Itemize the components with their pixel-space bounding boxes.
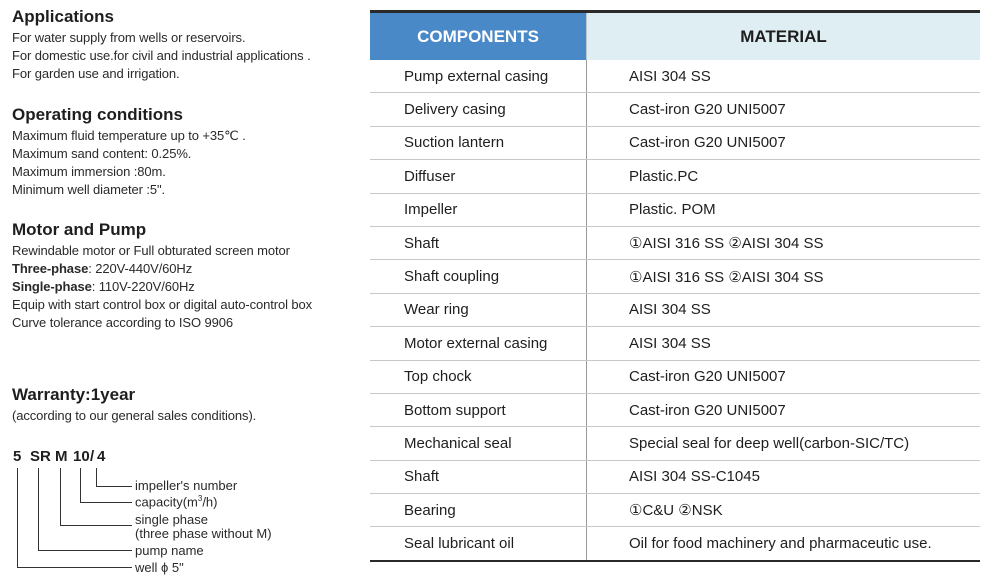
components-header: COMPONENTS (370, 13, 586, 60)
operating-title: Operating conditions (12, 105, 183, 124)
component-cell: Suction lantern (404, 134, 505, 152)
table-row (370, 259, 980, 292)
connector-line (38, 550, 132, 551)
component-cell: Delivery casing (404, 101, 506, 119)
table-row (370, 60, 980, 92)
material-header: MATERIAL (586, 13, 980, 60)
material-cell: AISI 304 SS (586, 327, 980, 359)
motor-line: Rewindable motor or Full obturated screen motor (12, 243, 290, 258)
material-cell: Cast-iron G20 UNI5007 (586, 361, 980, 393)
table-header (370, 13, 980, 60)
material-cell: ①AISI 316 SS ②AISI 304 SS (586, 227, 980, 259)
three-phase-value: : 220V-440V/60Hz (88, 261, 193, 276)
table-row (370, 393, 980, 426)
applications-line: For domestic use.for civil and industrial applications . (12, 48, 311, 63)
applications-line: For garden use and irrigation. (12, 66, 180, 81)
applications-line: For water supply from wells or reservoirs. (12, 30, 246, 45)
model-code-part: 10 (73, 448, 90, 465)
component-cell: Mechanical seal (404, 434, 512, 452)
model-code-part: / (90, 448, 95, 465)
material-cell: Oil for food machinery and pharmaceutic use. (586, 527, 980, 559)
material-cell: Plastic. POM (586, 194, 980, 226)
material-cell: AISI 304 SS (586, 294, 980, 326)
material-cell: Special seal for deep well(carbon-SIC/TC) (586, 427, 980, 459)
component-cell: Wear ring (404, 301, 469, 319)
material-cell: Cast-iron G20 UNI5007 (586, 127, 980, 159)
motor-three-phase (12, 261, 192, 276)
table-row (370, 493, 980, 526)
table-row (370, 126, 980, 159)
model-code-part: 5 (13, 448, 22, 465)
table-row (370, 426, 980, 459)
motor-title: Motor and Pump (12, 220, 147, 239)
table-body (370, 60, 980, 560)
three-phase-note: (three phase without M) (135, 526, 272, 541)
capacity-unit: /h) (202, 494, 218, 510)
motor-single-phase (12, 279, 195, 294)
single-phase-value: : 110V-220V/60Hz (91, 279, 195, 294)
material-cell: Plastic.PC (586, 160, 980, 192)
motor-line: Equip with start control box or digital auto-control box (12, 297, 313, 312)
component-cell: Shaft (404, 468, 440, 486)
capacity-label (135, 494, 217, 509)
model-code-part: SR (30, 448, 51, 465)
table-row (370, 193, 980, 226)
single-phase-label: Single-phase (12, 279, 92, 294)
model-code-part: M (55, 448, 68, 465)
component-cell: Impeller (404, 201, 458, 219)
connector-line (80, 468, 81, 503)
component-cell: Seal lubricant oil (404, 535, 515, 553)
table-row (370, 526, 980, 559)
component-cell: Diffuser (404, 167, 456, 185)
component-cell: Shaft coupling (404, 268, 500, 286)
material-cell: AISI 304 SS (586, 60, 980, 92)
material-cell: Cast-iron G20 UNI5007 (586, 394, 980, 426)
material-cell: ①AISI 316 SS ②AISI 304 SS (586, 260, 980, 292)
connector-line (96, 486, 132, 487)
connector-line (60, 468, 61, 526)
connector-line (38, 468, 39, 551)
three-phase-label: Three-phase (12, 261, 89, 276)
table-row (370, 159, 980, 192)
pump-name-label: pump name (135, 543, 204, 558)
capacity-sup: 3 (197, 494, 203, 503)
connector-line (17, 567, 132, 568)
table-row (370, 360, 980, 393)
operating-line: Maximum fluid temperature up to +35℃ . (12, 128, 246, 143)
operating-line: Minimum well diameter :5". (12, 182, 166, 197)
component-cell: Motor external casing (404, 334, 548, 352)
connector-line (17, 468, 18, 568)
well-label: well ϕ 5" (135, 560, 184, 575)
applications-title: Applications (12, 7, 115, 26)
impeller-number-label: impeller's number (135, 478, 238, 493)
single-phase-label: single phase (135, 512, 208, 527)
materials-table (370, 10, 980, 562)
operating-line: Maximum immersion :80m. (12, 164, 166, 179)
component-cell: Bottom support (404, 401, 506, 419)
table-row (370, 92, 980, 125)
warranty-title: Warranty:1year (12, 385, 136, 404)
material-cell: Cast-iron G20 UNI5007 (586, 93, 980, 125)
material-cell: ①C&U ②NSK (586, 494, 980, 526)
component-cell: Bearing (404, 501, 456, 519)
component-cell: Shaft (404, 234, 440, 252)
motor-line: Curve tolerance according to ISO 9906 (12, 315, 234, 330)
component-cell: Pump external casing (404, 67, 549, 85)
table-row (370, 226, 980, 259)
table-row (370, 460, 980, 493)
model-code-part: 4 (97, 448, 106, 465)
connector-line (60, 525, 132, 526)
table-row (370, 293, 980, 326)
material-cell: AISI 304 SS-C1045 (586, 461, 980, 493)
component-cell: Top chock (404, 368, 472, 386)
operating-line: Maximum sand content: 0.25%. (12, 146, 192, 161)
warranty-note: (according to our general sales conditions). (12, 408, 257, 423)
connector-line (96, 468, 97, 487)
table-row (370, 326, 980, 359)
capacity-text: capacity(m (135, 494, 198, 510)
connector-line (80, 502, 132, 503)
